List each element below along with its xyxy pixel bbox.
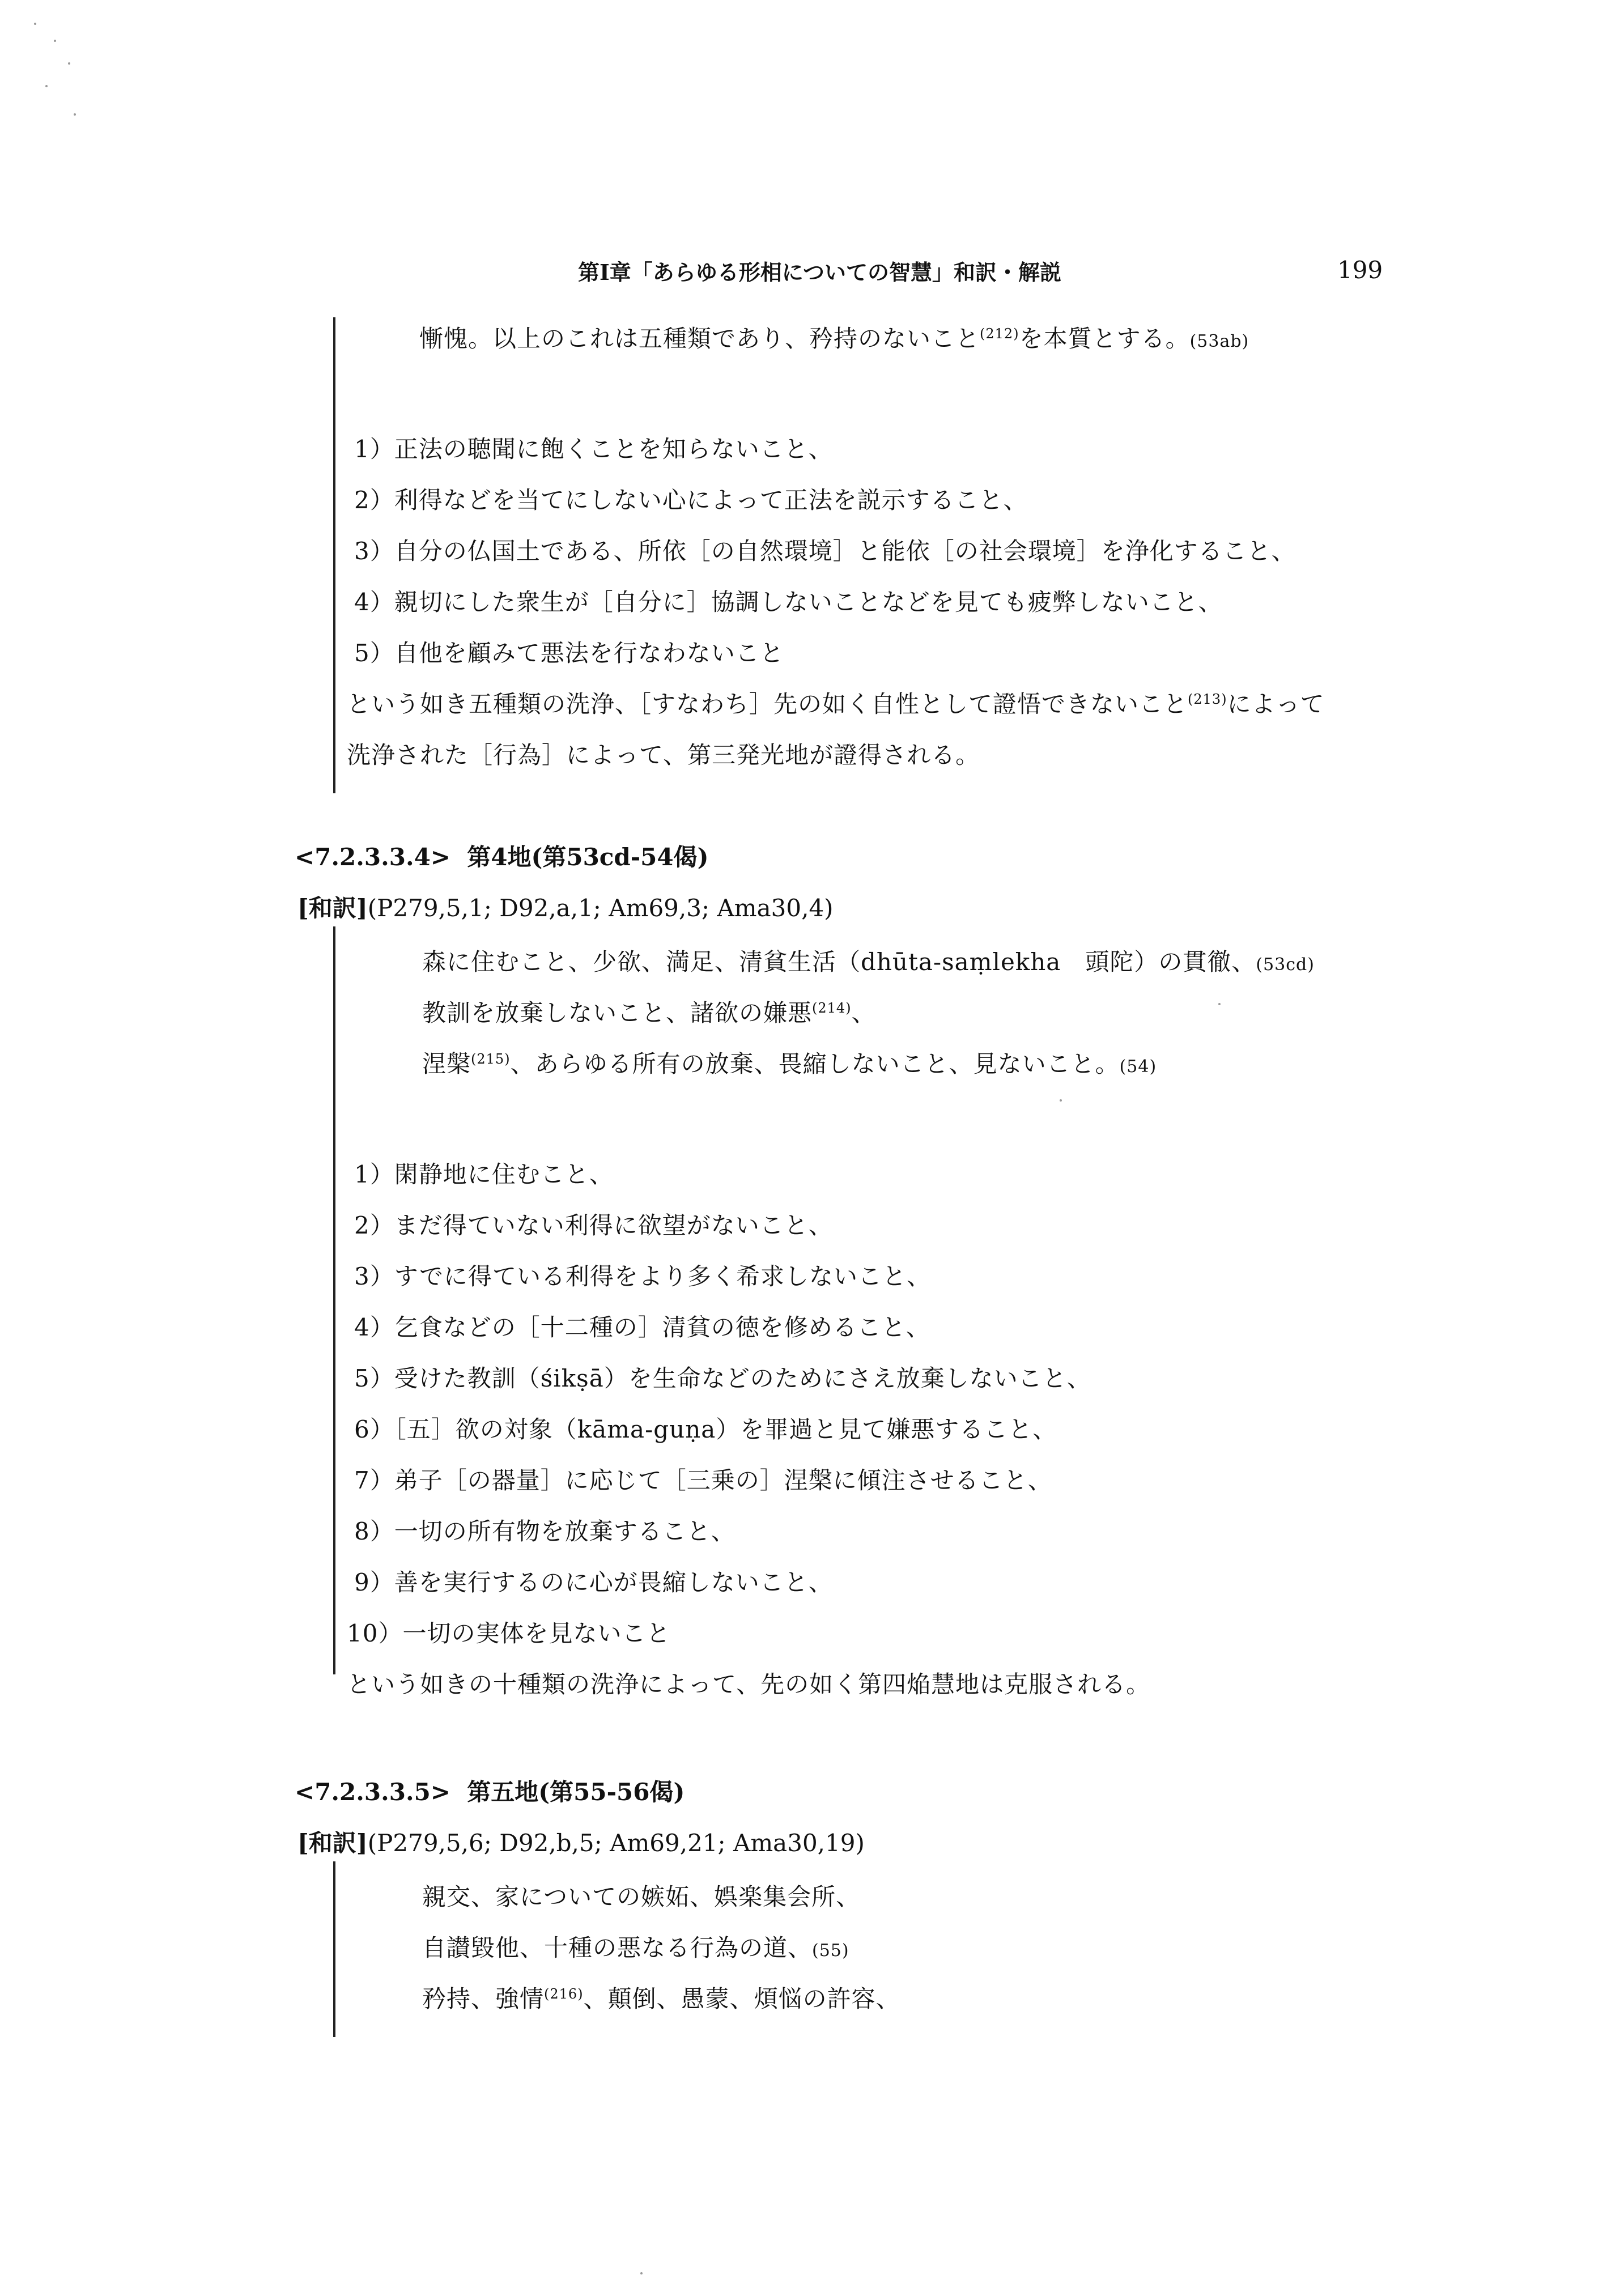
summary-line: という如きの十種類の洗浄によって、先の如く第四焔慧地は克服される。 [347,1670,1151,1698]
gatha-ref: (53ab) [1189,331,1249,351]
summary-line: 洗浄された［行為］によって、第三発光地が證得される。 [347,741,980,769]
list-item: 3）すでに得ている利得をより多く希求しないこと、 [354,1262,931,1290]
quote-bar [333,926,335,1674]
scan-speck [54,40,56,42]
list-item: 9）善を実行するのに心が畏縮しないこと、 [354,1568,833,1596]
list-item: 1）正法の聴聞に飽くことを知らないこと、 [354,435,833,463]
section-heading: <7.2.3.3.4> 第4地(第53cd-54偈) [295,843,709,871]
list-item: 4）親切にした衆生が［自分に］協調しないことなどを見ても疲弊しないこと、 [354,588,1223,616]
list-item: 5）受けた教訓（śikṣā）を生命などのためにさえ放棄しないこと、 [354,1364,1091,1392]
list-item: 5）自他を顧みて悪法を行なわないこと [354,639,784,667]
running-head: 第Ⅰ章「あらゆる形相についての智慧」和訳・解説 [578,260,1062,285]
footnote-ref: (212) [980,326,1019,342]
scan-speck [1218,1003,1221,1005]
verse-line: 自讃毀他、十種の悪なる行為の道、(55) [422,1934,849,1962]
gatha-ref: (55) [812,1941,849,1961]
translation-header: [和訳](P279,5,6; D92,b,5; Am69,21; Ama30,19) [297,1829,865,1857]
quote-bar [333,1861,335,2037]
scan-speck [68,62,70,65]
list-item: 2）利得などを当てにしない心によって正法を説示すること、 [354,486,1028,514]
footnote-ref: (214) [812,1000,852,1016]
list-item: 6）［五］欲の対象（kāma-guṇa）を罪過と見て嫌悪すること、 [354,1415,1057,1443]
summary-line: という如き五種類の洗浄、［すなわち］先の如く自性として證悟できないこと$^{(213)}$によって [347,690,1325,718]
verse-line: 親交、家についての嫉妬、娯楽集会所、 [422,1883,861,1911]
footnote-ref: (213) [1188,691,1227,707]
verse-line: 慚愧。以上のこれは五種類であり、矜持のないこと$^{(212)}$を本質とする。(53ab) [419,325,1249,352]
page-number: 199 [1337,256,1383,284]
verse-line: 矜持、強情$^{(216)}$、顛倒、愚蒙、煩悩の許容、 [422,1985,900,2013]
scan-speck [45,85,48,87]
section-heading: <7.2.3.3.5> 第五地(第55-56偈) [295,1778,685,1806]
scan-speck [34,23,36,25]
list-item: 3）自分の仏国土である、所依［の自然環境］と能依［の社会環境］を浄化すること、 [354,537,1296,565]
scan-speck [640,2272,643,2274]
list-item: 4）乞食などの［十二種の］清貧の徳を修めること、 [354,1313,930,1341]
quote-bar [333,317,335,793]
gatha-ref: (54) [1119,1057,1157,1077]
list-item: 7）弟子［の器量］に応じて［三乗の］涅槃に傾注させること、 [354,1466,1052,1494]
list-item: 2）まだ得ていない利得に欲望がないこと、 [354,1211,833,1239]
footnote-ref: (215) [471,1051,511,1067]
list-item: 8）一切の所有物を放棄すること、 [354,1517,736,1545]
footnote-ref: (216) [544,1986,584,2002]
list-item: 10）一切の実体を見ないこと [347,1619,671,1647]
verse-line: 森に住むこと、少欲、満足、清貧生活（dhūta-saṃlekha 頭陀）の貫徹、(53cd) [422,948,1315,976]
list-item: 1）閑静地に住むこと、 [354,1160,614,1188]
scan-speck [1060,1099,1062,1102]
gatha-ref: (53cd) [1256,955,1315,975]
verse-line: 涅槃$^{(215)}$、あらゆる所有の放棄、畏縮しないこと、見ないこと。(54) [422,1050,1157,1078]
verse-line: 教訓を放棄しないこと、諸欲の嫌悪$^{(214)}$、 [422,999,876,1027]
translation-header: [和訳](P279,5,1; D92,a,1; Am69,3; Ama30,4) [297,894,834,922]
scan-speck [74,113,76,116]
